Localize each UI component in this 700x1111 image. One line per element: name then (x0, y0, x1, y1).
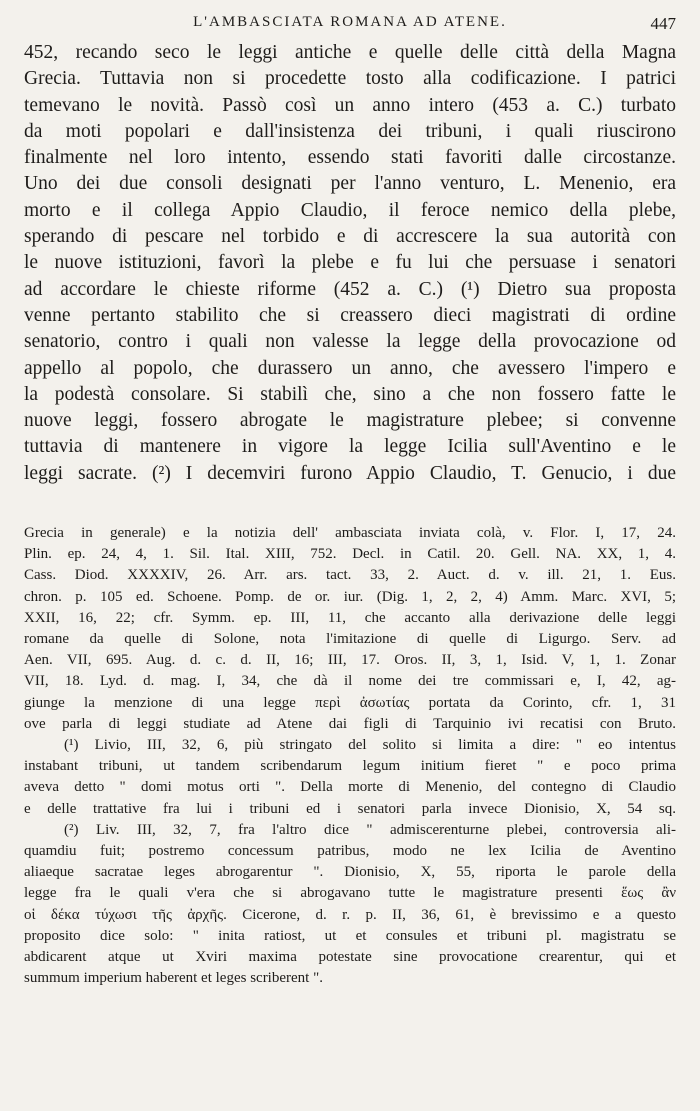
text-line: da moti popolari e dall'insistenza dei tribuni, i quali riuscirono (24, 120, 676, 142)
text-line: nuove leggi, fossero abrogate le magistrature plebee; si convenne (24, 410, 676, 432)
footnote-line: proposito dice solo: " inita ratiost, ut et consules et tribuni pl. magistratu se (24, 927, 676, 944)
footnote-line: Aen. VII, 695. Aug. d. c. d. II, 16; III, 17. Oros. II, 3, 1, Isid. V, 1, 1. Zonar (24, 652, 676, 669)
text-line: senatorio, contro i quali non valesse la legge della provocazione od (24, 331, 676, 353)
text-line: le nuove istituzioni, favorì la plebe e fu lui che persuase i senatori (24, 252, 676, 274)
main-text (24, 40, 676, 487)
text-line: leggi sacrate. (²) I decemviri furono Appio Claudio, T. Genucio, i due (24, 462, 676, 484)
text-line: morto e il collega Appio Claudio, il feroce nemico della plebe, (24, 199, 676, 221)
page-header (24, 14, 676, 36)
footnote-line: e delle trattative fra lui i tribuni ed i senatori parla invece Dionisio, X, 54 sq. (24, 800, 676, 817)
footnote-line: Cass. Diod. XXXXIV, 26. Arr. ars. tact. 33, 2. Auct. d. v. ill. 21, 1. Eus. (24, 567, 676, 584)
footnote-line: Grecia in generale) e la notizia dell' ambasciata inviata colà, v. Flor. I, 17, 24. (24, 525, 676, 541)
footnote-line: instabant tribuni, ut tandem scribendarum legum initium fieret " e poco prima (24, 758, 676, 775)
footnote-line: ove parla di leggi studiate ad Atene dai figli di Tarquinio ivi recatisi con Bruto. (24, 715, 676, 732)
text-line: appello al popolo, che durassero un anno, che avessero l'impero e (24, 357, 676, 379)
footnote-line: romane da quelle di Solone, nota l'imitazione di quelle di Ligurgo. Serv. ad (24, 631, 676, 648)
footnote-line: summum imperium haberent et leges scriberent ". (24, 970, 323, 987)
footnote-line: quamdiu fuit; postremo concessum patribus, modo ne lex Icilia de Aventino (24, 843, 676, 860)
footnote-2-line: (²) Liv. III, 32, 7, fra l'altro dice " admiscerenturne plebei, controversia ali- (64, 821, 676, 838)
running-title: L'AMBASCIATA ROMANA AD ATENE. (193, 14, 507, 30)
footnote-line: abdicarent atque ut Xviri maxima potestate sine provocatione crearentur, qui et (24, 949, 676, 966)
text-line: 452, recando seco le leggi antiche e quelle delle città della Magna (24, 42, 676, 63)
text-line: Uno dei due consoli designati per l'anno venturo, L. Menenio, era (24, 173, 676, 195)
text-line: Grecia. Tuttavia non si procedette tosto alla codificazione. I patrici (24, 68, 676, 90)
text-line: sperando di pescare nel torbido e di accrescere la sua autorità con (24, 226, 676, 248)
text-line: tuttavia di mantenere in vigore la legge Icilia sull'Aventino e le (24, 436, 676, 458)
footnotes (24, 523, 676, 989)
footnote-line: chron. p. 105 ed. Schoene. Pomp. de or. iur. (Dig. 1, 2, 2, 4) Amm. Marc. XVI, 5; (24, 588, 676, 605)
footnote-line: οἱ δέκα τύχωσι τῆς ἀρχῆς. Cicerone, d. r. p. II, 36, 61, è brevissimo e a questo (24, 906, 676, 923)
footnote-line: Plin. ep. 24, 4, 1. Sil. Ital. XIII, 752. Decl. in Catil. 20. Gell. NA. XX, 1, 4. (24, 546, 676, 563)
text-line: finalmente nel loro intento, essendo stati favoriti dalle circostanze. (24, 147, 676, 169)
text-line: venne pertanto stabilito che si creassero dieci magistrati di ordine (24, 304, 676, 326)
text-line: ad accordare le chieste riforme (452 a. C.) (¹) Dietro sua proposta (24, 278, 676, 300)
footnote-line: aliaeque sacratae leges abrogarentur ". Dionisio, X, 55, riporta le parole della (24, 864, 676, 881)
footnote-1-line: (¹) Livio, III, 32, 6, più stringato del solito si limita a dire: " eo intentus (64, 737, 676, 754)
text-line: temevano le novità. Passò così un anno intero (453 a. C.) turbato (24, 94, 676, 116)
footnote-line: aveva detto " domi motus orti ". Della morte di Menenio, del contegno di Claudio (24, 779, 676, 796)
footnote-line: legge fra le quali v'era che si abrogavano tutte le magistrature presenti ἕως ἂν (24, 885, 676, 902)
footnote-line: XXII, 16, 22; cfr. Symm. ep. III, 11, che accanto alla derivazione delle leggi (24, 609, 676, 626)
footnote-line: VII, 18. Lyd. d. mag. I, 34, che dà il nome dei tre commissari e, I, 42, ag- (24, 673, 676, 690)
page-number: 447 (650, 14, 676, 33)
text-line: la podestà consolare. Si stabilì che, sino a che non fossero fatte le (24, 383, 676, 405)
footnote-line: giunge la menzione di una legge περὶ ἀσωτίας portata da Corinto, cfr. 1, 31 (24, 694, 676, 711)
